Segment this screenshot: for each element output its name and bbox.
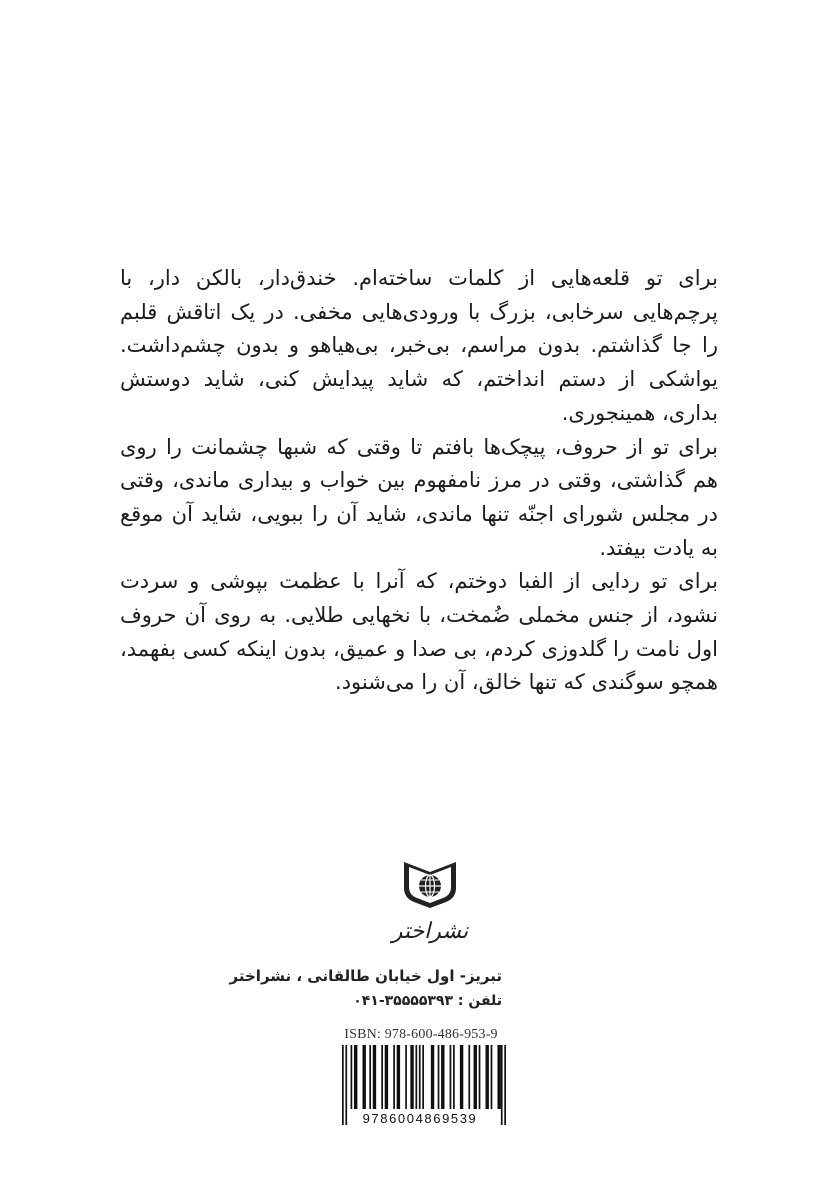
barcode-bar: [438, 1045, 440, 1109]
publisher-phone: تلفن : ۳۵۵۵۵۳۹۳-۰۴۱: [353, 993, 502, 1009]
barcode-bar: [397, 1045, 400, 1109]
barcode-bar: [363, 1045, 366, 1109]
barcode-bar: [393, 1045, 395, 1109]
barcode-bar: [369, 1045, 371, 1109]
barcode-bar: [405, 1045, 407, 1109]
barcode-bar: [453, 1045, 455, 1109]
publisher-address: تبریز- اول خیابان طالقانی ، نشراختر: [229, 967, 502, 985]
barcode-bar: [419, 1045, 421, 1109]
barcode-bar: [385, 1045, 388, 1109]
barcode-bar: [373, 1045, 376, 1109]
book-globe-icon: [404, 862, 456, 908]
blurb-paragraph-1: برای تو قلعه‌هایی از کلمات ساخته‌ام. خندق‌دار، بالکن دار، با پرچم‌هایی سرخابی، بزرگ با ورودی‌هایی مخفی. در یک اتاقش قلبم را جا گذاشتم. بدون مراسم، بی‌خبر، بی‌هیاهو و بدون چشم‌داشت. یواشکی از دستم انداختم، که شاید پیدایش کنی، شاید دوستش بداری، همینجوری.: [120, 266, 718, 425]
barcode-bar: [431, 1045, 434, 1109]
isbn-barcode-digits: 9786004869539: [362, 1111, 478, 1126]
barcode-bar: [491, 1045, 493, 1109]
barcode-bar: [468, 1045, 470, 1109]
barcode-bar: [497, 1045, 500, 1109]
barcode-bar: [381, 1045, 383, 1109]
blurb-paragraph-3: برای تو ردایی از الفبا دوختم، که آنرا با عظمت بپوشی و سردت نشود، از جنس مخملی ضُمخت، با نخهایی طلایی. به روی آن حروف اول نامت را گلدوزی کردم، بی صدا و عمیق، بدون اینکه کسی بفهمد، همچو سوگندی که تنها خالق، آن را می‌شنود.: [120, 569, 718, 695]
barcode-bar: [486, 1045, 489, 1109]
barcode-bar: [460, 1045, 463, 1109]
blurb-paragraph-2: برای تو از حروف، پیچک‌ها بافتم تا وقتی که شبها چشمانت را روی هم گذاشتی، وقتی در مرز نامفهوم بین خواب و بیداری ماندی، وقتی در مجلس شورای اجنّه تنها ماندی، شاید آن را ببویی، شاید آن موقع به یادت بیفتد.: [120, 434, 718, 560]
barcode-bar: [441, 1045, 444, 1109]
barcode-bar: [354, 1045, 357, 1109]
barcode-bar: [410, 1045, 413, 1109]
barcode-bar: [450, 1045, 452, 1109]
publisher-logo: [390, 858, 470, 948]
barcode-bar: [415, 1045, 417, 1109]
barcode-bar: [351, 1045, 353, 1109]
back-cover-blurb: [120, 262, 718, 700]
barcode-bar: [479, 1045, 481, 1109]
publisher-logo-text: نشراختر: [391, 919, 469, 944]
isbn-label: ISBN: 978-600-486-953-9: [344, 1027, 498, 1042]
barcode-bar: [474, 1045, 477, 1109]
barcode-bar: [422, 1045, 424, 1109]
